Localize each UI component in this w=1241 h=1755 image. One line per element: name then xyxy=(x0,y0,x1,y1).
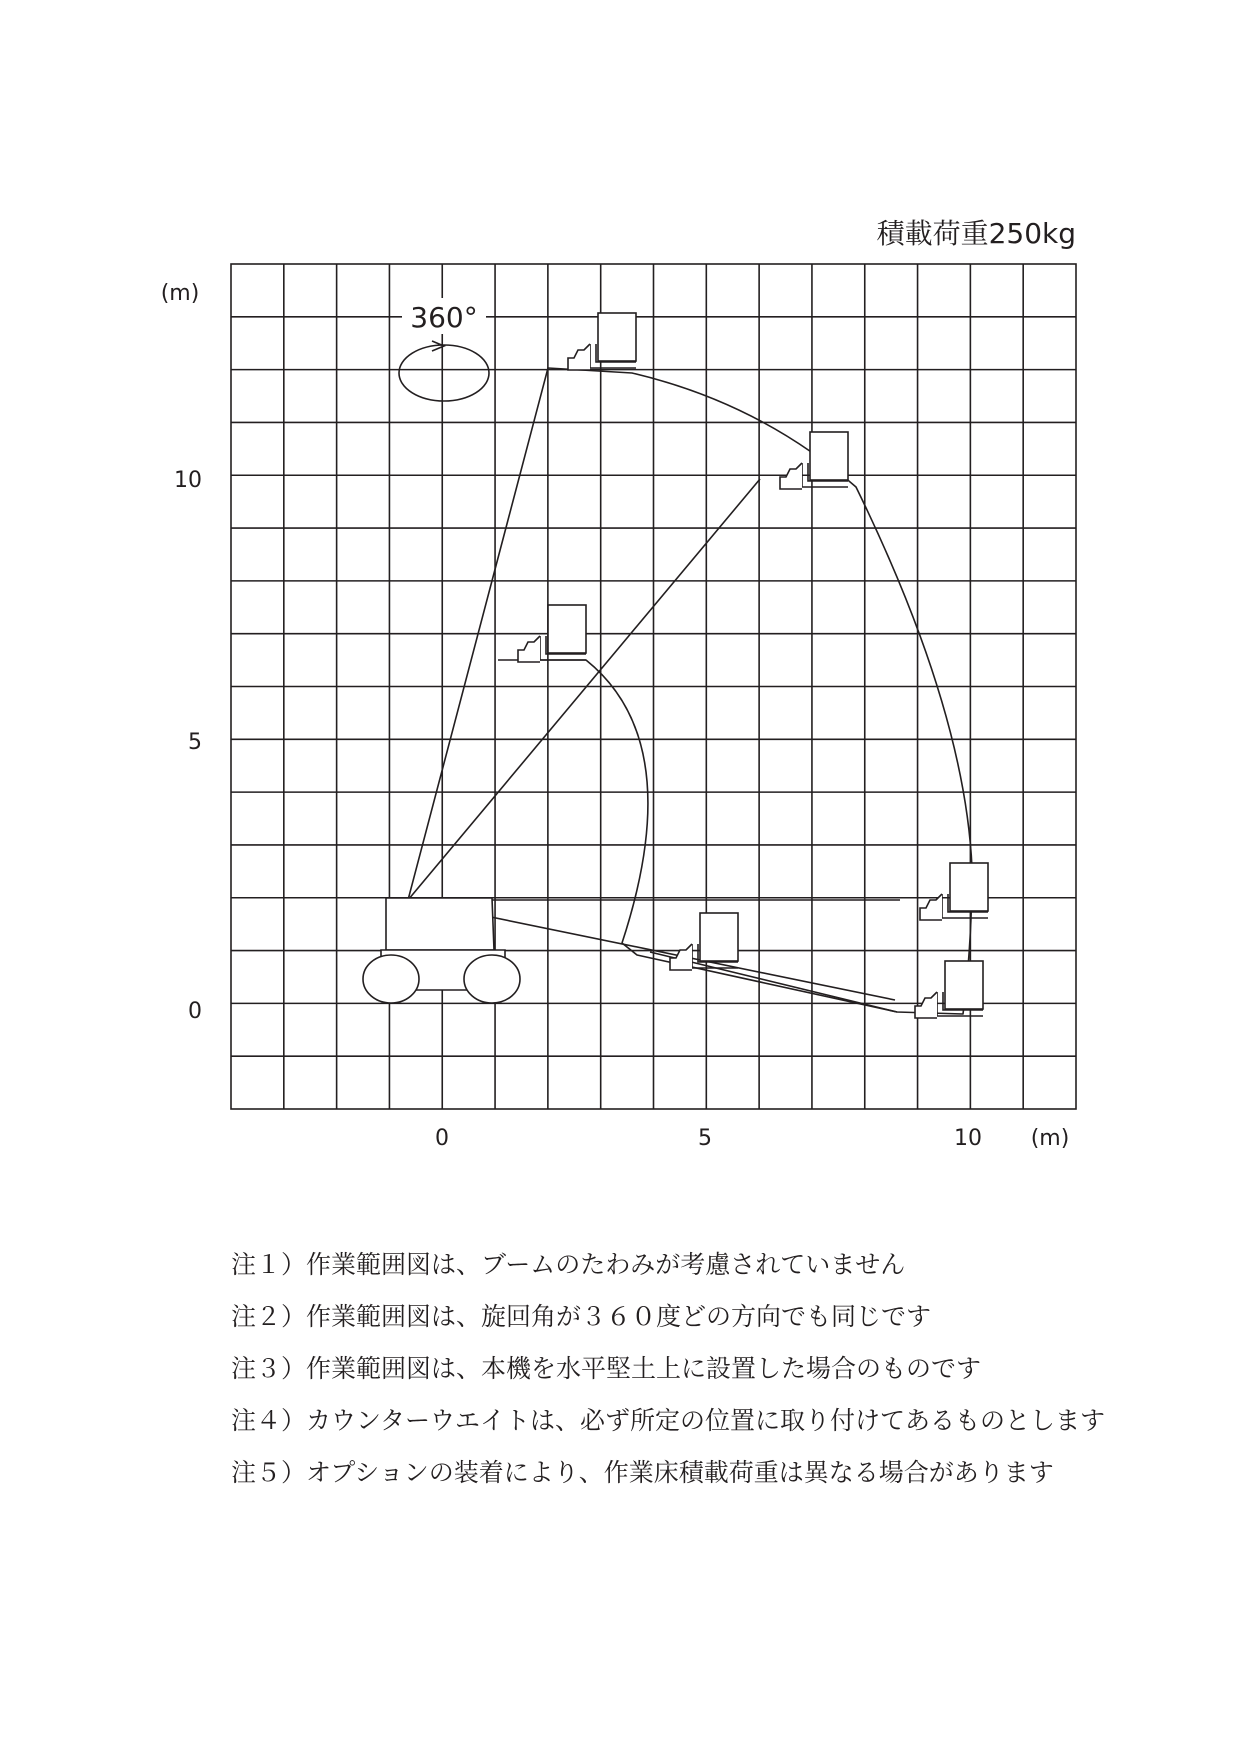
x-unit-label: (m) xyxy=(1030,1126,1070,1151)
note-item: 注５）オプションの装着により、作業床積載荷重は異なる場合があります xyxy=(231,1458,1054,1487)
platform-basket xyxy=(568,313,636,370)
machine-base xyxy=(363,898,520,1003)
platform-basket xyxy=(780,432,848,489)
machine-body xyxy=(386,898,494,950)
rotation-label: 360° xyxy=(410,301,478,334)
note-item: 注１）作業範囲図は、ブームのたわみが考慮されていません xyxy=(231,1250,906,1279)
load-capacity-label: 積載荷重250kg xyxy=(876,217,1076,250)
platform-basket xyxy=(920,863,988,920)
note-item: 注２）作業範囲図は、旋回角が３６０度どの方向でも同じです xyxy=(231,1302,932,1331)
y-unit-label: (m) xyxy=(160,281,200,306)
rear-wheel-icon xyxy=(363,955,419,1003)
rotation-ellipse xyxy=(399,345,489,401)
y-tick-label: 5 xyxy=(188,730,202,755)
note-item: 注３）作業範囲図は、本機を水平堅土上に設置した場合のものです xyxy=(231,1354,982,1383)
y-tick-label: 0 xyxy=(188,999,202,1024)
front-wheel-icon xyxy=(464,955,520,1003)
x-tick-label: 0 xyxy=(435,1126,449,1151)
boom-line-max-angle xyxy=(408,479,760,900)
platform-basket xyxy=(670,913,738,970)
rotation-indicator xyxy=(399,298,489,401)
platform-basket xyxy=(915,961,983,1018)
x-tick-label: 10 xyxy=(954,1126,982,1151)
x-tick-label: 5 xyxy=(698,1126,712,1151)
notes-list xyxy=(231,1250,1105,1510)
note-item: 注４）カウンターウエイトは、必ず所定の位置に取り付けてあるものとします xyxy=(231,1406,1106,1435)
y-tick-label: 10 xyxy=(174,468,202,493)
